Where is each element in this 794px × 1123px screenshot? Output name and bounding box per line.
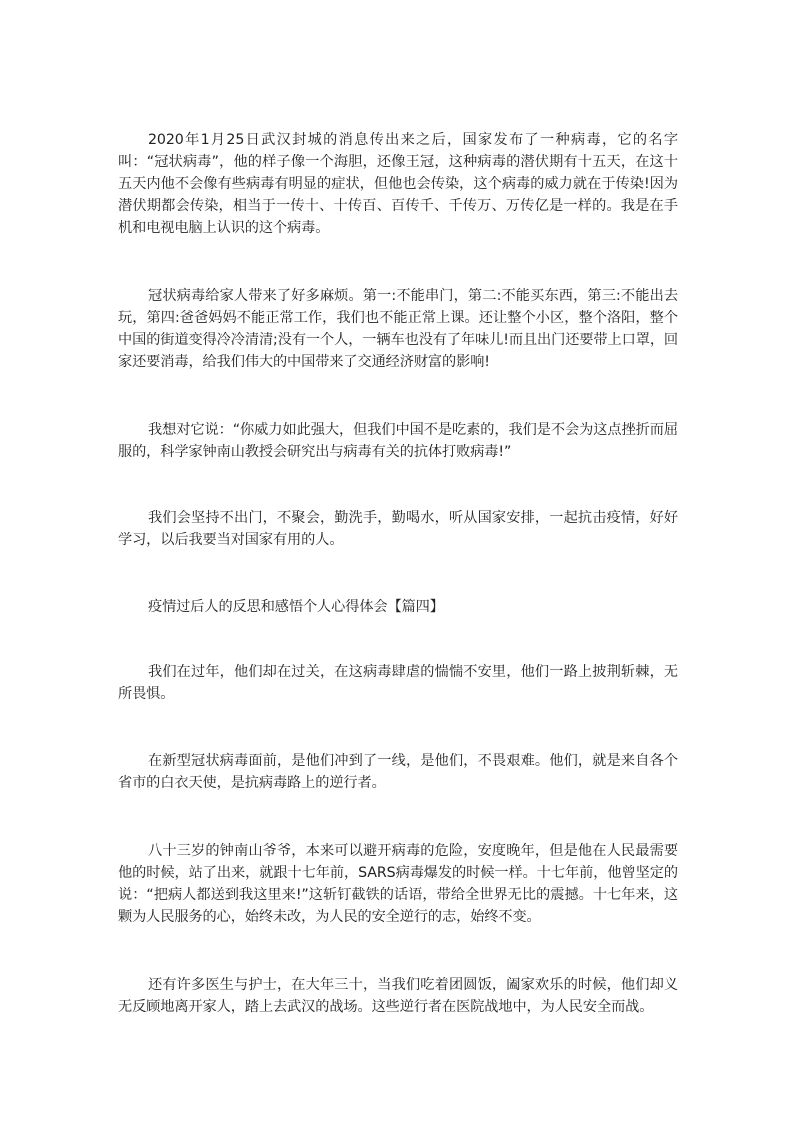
paragraph-zhong-nanshan: 八十三岁的钟南山爷爷，本来可以避开病毒的危险，安度晚年，但是他在人民最需要他的时候，站了出来，就跟十七年前，SARS病毒爆发的时候一样。十七年前，他曾坚定的说：“把病人都送到我这里来!”这斩钉截铁的话语，带给全世界无比的震撼。十七年来，这颗为人民服务的心，始终未改，为人民的安全逆行的志，始终不变。 (118, 843, 678, 925)
paragraph-wuhan-lockdown: 2020年1月25日武汉封城的消息传出来之后，国家发布了一种病毒，它的名字叫：“冠状病毒”，他的样子像一个海胆，还像王冠，这种病毒的潜伏期有十五天，在这十五天内他不会像有些病毒有明显的症状，但他也会传染，这个病毒的威力就在于传染!因为潜伏期都会传染，相当于一传十、十传百、百传千、千传万、万传亿是一样的。我是在手机和电视电脑上认识的这个病毒。 (118, 132, 678, 236)
paragraph-white-angels: 在新型冠状病毒面前，是他们冲到了一线，是他们，不畏艰难。他们，就是来自各个省市的白衣天使，是抗病毒路上的逆行者。 (118, 753, 678, 791)
paragraph-they-pass-the-test: 我们在过年，他们却在过关，在这病毒肆虐的惴惴不安里，他们一路上披荆斩棘，无所畏惧。 (118, 664, 678, 702)
paragraph-stay-home-pledge: 我们会坚持不出门，不聚会，勤洗手，勤喝水，听从国家安排，一起抗击疫情，好好学习，以后我要当对国家有用的人。 (118, 510, 678, 548)
section-heading-part-four: 疫情过后人的反思和感悟个人心得体会【篇四】 (148, 599, 444, 615)
paragraph-doctors-nurses: 还有许多医生与护士，在大年三十，当我们吃着团圆饭，阖家欢乐的时候，他们却义无反顾地离开家人，踏上去武汉的战场。这些逆行者在医院战地中，为人民安全而战。 (118, 977, 678, 1015)
paragraph-virus-troubles: 冠状病毒给家人带来了好多麻烦。第一:不能串门，第二:不能买东西，第三:不能出去玩，第四:爸爸妈妈不能正常工作，我们也不能正常上课。还让整个小区，整个洛阳，整个中国的街道变得冷冷清清;没有一个人，一辆车也没有了年味儿!而且出门还要带上口罩，回家还要消毒，给我们伟大的中国带来了交通经济财富的影响! (118, 288, 678, 370)
paragraph-message-to-virus: 我想对它说：“你威力如此强大，但我们中国不是吃素的，我们是不会为这点挫折而屈服的，科学家钟南山教授会研究出与病毒有关的抗体打败病毒!” (118, 422, 678, 460)
